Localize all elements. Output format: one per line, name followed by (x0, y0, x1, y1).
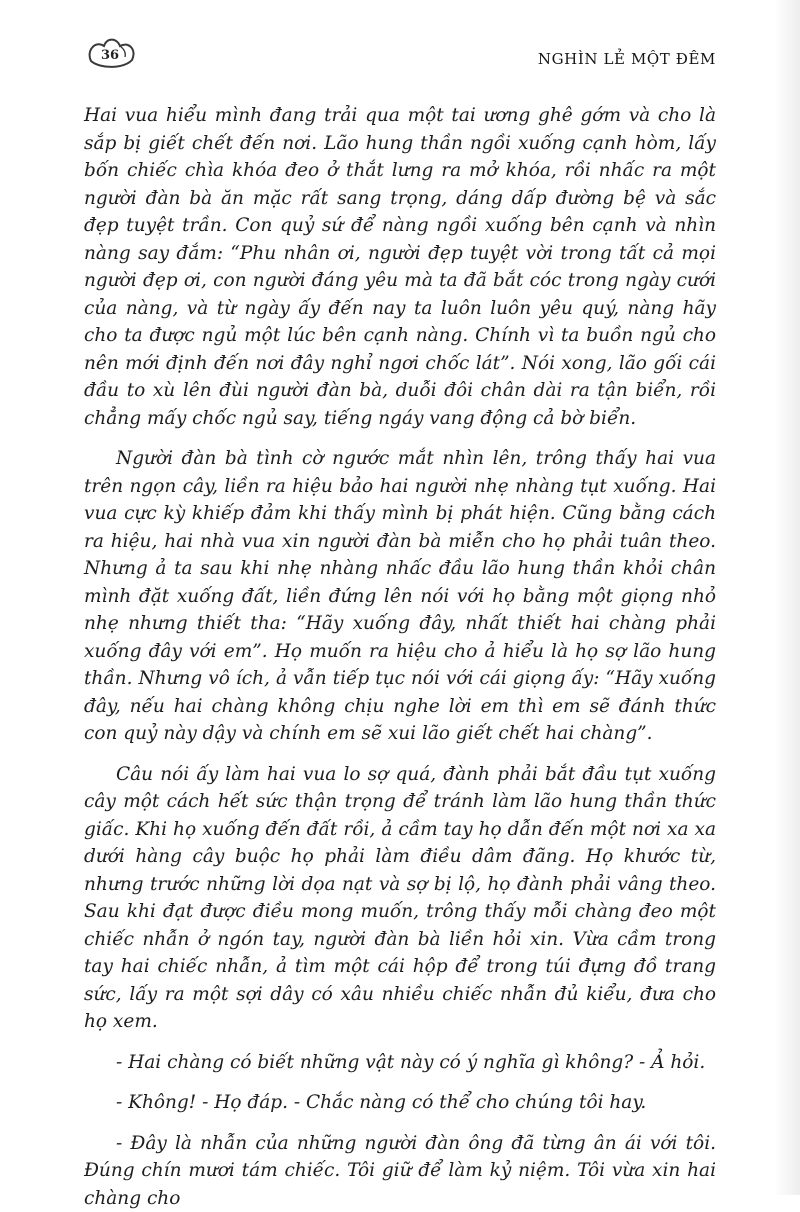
page-body (84, 102, 716, 1212)
paragraph: - Đây là nhẫn của những người đàn ông đã từng ân ái với tôi. Đúng chín mươi tám chiếc. Tôi giữ để làm kỷ niệm. Tôi vừa xin hai chàng cho (84, 1130, 716, 1212)
paragraph-dialogue: - Không! - Họ đáp. - Chắc nàng có thể cho chúng tôi hay. (84, 1089, 716, 1117)
paragraph: Câu nói ấy làm hai vua lo sợ quá, đành phải bắt đầu tụt xuống cây một cách hết sức thận trọng để tránh làm lão hung thần thức giấc. Khi họ xuống đến đất rồi, ả cầm tay họ dẫn đến một nơi xa xa dưới hàng cây buộc họ phải làm điều dâm đãng. Họ khước từ, nhưng trước những lời dọa nạt và sợ bị lộ, họ đành phải vâng theo. Sau khi đạt được điều mong muốn, trông thấy mỗi chàng đeo một chiếc nhẫn ở ngón tay, người đàn bà liền hỏi xin. Vừa cầm trong tay hai chiếc nhẫn, ả tìm một cái hộp để trong túi đựng đồ trang sức, lấy ra một sợi dây có xâu nhiều chiếc nhẫn đủ kiểu, đưa cho họ xem. (84, 761, 716, 1036)
paragraph: Hai vua hiểu mình đang trải qua một tai ương ghê gớm và cho là sắp bị giết chết đến nơi. Lão hung thần ngồi xuống cạnh hòm, lấy bốn chiếc chìa khóa đeo ở thắt lưng ra mở khóa, rồi nhấc ra một người đàn bà ăn mặc rất sang trọng, dáng dấp đường bệ và sắc đẹp tuyệt trần. Con quỷ sứ để nàng ngồi xuống bên cạnh và nhìn nàng say đắm: “Phu nhân ơi, người đẹp tuyệt vời trong tất cả mọi người đẹp ơi, con người đáng yêu mà ta đã bắt cóc trong ngày cưới của nàng, và từ ngày ấy đến nay ta luôn luôn yêu quý, nàng hãy cho ta được ngủ một lúc bên cạnh nàng. Chính vì ta buồn ngủ cho nên mới định đến nơi đây nghỉ ngơi chốc lát”. Nói xong, lão gối cái đầu to xù lên đùi người đàn bà, duỗi đôi chân dài ra tận biển, rồi chẳng mấy chốc ngủ say, tiếng ngáy vang động cả bờ biển. (84, 102, 716, 432)
page-number: 36 (84, 48, 136, 63)
running-title: NGHÌN LẺ MỘT ĐÊM (538, 50, 716, 68)
paragraph: Người đàn bà tình cờ ngước mắt nhìn lên, trông thấy hai vua trên ngọn cây, liền ra hiệu bảo hai người nhẹ nhàng tụt xuống. Hai vua cực kỳ khiếp đảm khi thấy mình bị phát hiện. Cũng bằng cách ra hiệu, hai nhà vua xin người đàn bà miễn cho họ phải tuân theo. Nhưng ả ta sau khi nhẹ nhàng nhấc đầu lão hung thần khỏi chân mình đặt xuống đất, liền đứng lên nói với họ bằng một giọng nhỏ nhẹ nhưng thiết tha: “Hãy xuống đây, nhất thiết hai chàng phải xuống đây với em”. Họ muốn ra hiệu cho ả hiểu là họ sợ lão hung thần. Nhưng vô ích, ả vẫn tiếp tục nói với cái giọng ấy: “Hãy xuống đây, nếu hai chàng không chịu nghe lời em thì em sẽ đánh thức con quỷ này dậy và chính em sẽ xui lão giết chết hai chàng”. (84, 445, 716, 748)
paragraph-dialogue: - Hai chàng có biết những vật này có ý nghĩa gì không? - Ả hỏi. (84, 1049, 716, 1077)
page-header (84, 38, 716, 82)
page-number-ornament (84, 34, 140, 76)
